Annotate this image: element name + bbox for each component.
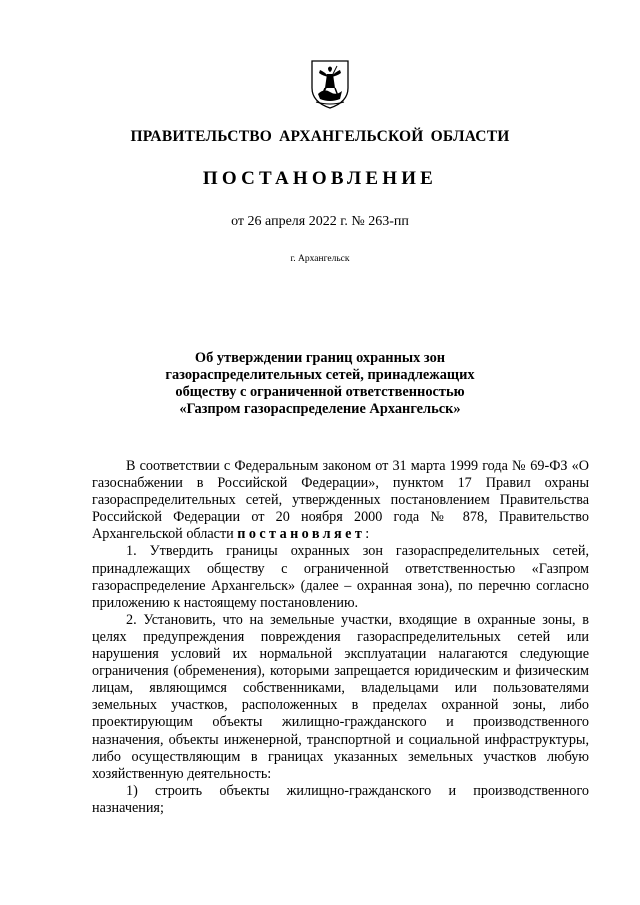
government-name: ПРАВИТЕЛЬСТВО АРХАНГЕЛЬСКОЙ ОБЛАСТИ <box>130 128 510 145</box>
item-2-1-paragraph: 1) строить объекты жилищно-гражданского и производственного назначения; <box>92 782 589 816</box>
document-body <box>92 458 589 817</box>
resolves-colon: : <box>365 526 370 543</box>
document-title <box>100 350 540 418</box>
resolves-word: постановляет <box>237 526 366 543</box>
item-1-paragraph: 1. Утвердить границы охранных зон газораспределительных сетей, принадлежащих обществу с ограниченной ответственностью «Газпром газораспределение Архангельск» (далее – охранная зона), по перечню согласно приложению к настоящему постановлению. <box>92 543 589 611</box>
title-line: «Газпром газораспределение Архангельск» <box>179 401 461 417</box>
coat-of-arms-icon <box>310 58 350 110</box>
document-city: г. Архангельск <box>290 254 350 264</box>
document-type: ПОСТАНОВЛЕНИЕ <box>202 168 438 189</box>
document-date-number: от 26 апреля 2022 г. № 263-пп <box>231 214 409 229</box>
item-2-paragraph: 2. Установить, что на земельные участки, входящие в охранные зоны, в целях предупреждения повреждения газораспределительных сетей или нарушения условий их нормальной эксплуатации налагаются следующие ограничения (обременения), которыми запрещается юридическим и физическим лицам, являющимся собственниками, владельцами или пользователями земельных участков, расположенных в пределах охранной зоны, либо проектирующим объекты жилищно-гражданского и производственного назначения, объекты инженерной, транспортной и социальной инфраструктуры, либо осуществляющим в границах указанных земельных участков любую хозяйственную деятельность: <box>92 611 589 782</box>
title-line: обществу с ограниченной ответственностью <box>175 384 465 400</box>
preamble-text: В соответствии с Федеральным законом от 31 марта 1999 года № 69-ФЗ «О газоснабжении в Российской Федерации», пунктом 17 Правил охраны газораспределительных сетей, утвержденных постановлением Правительства Российской Федерации от 20 ноября 2000 года № 878, Правительство Архангельской области <box>92 458 589 543</box>
preamble-paragraph <box>92 458 589 543</box>
title-line: Об утверждении границ охранных зон <box>194 350 446 366</box>
title-line: газораспределительных сетей, принадлежащих <box>165 367 475 383</box>
